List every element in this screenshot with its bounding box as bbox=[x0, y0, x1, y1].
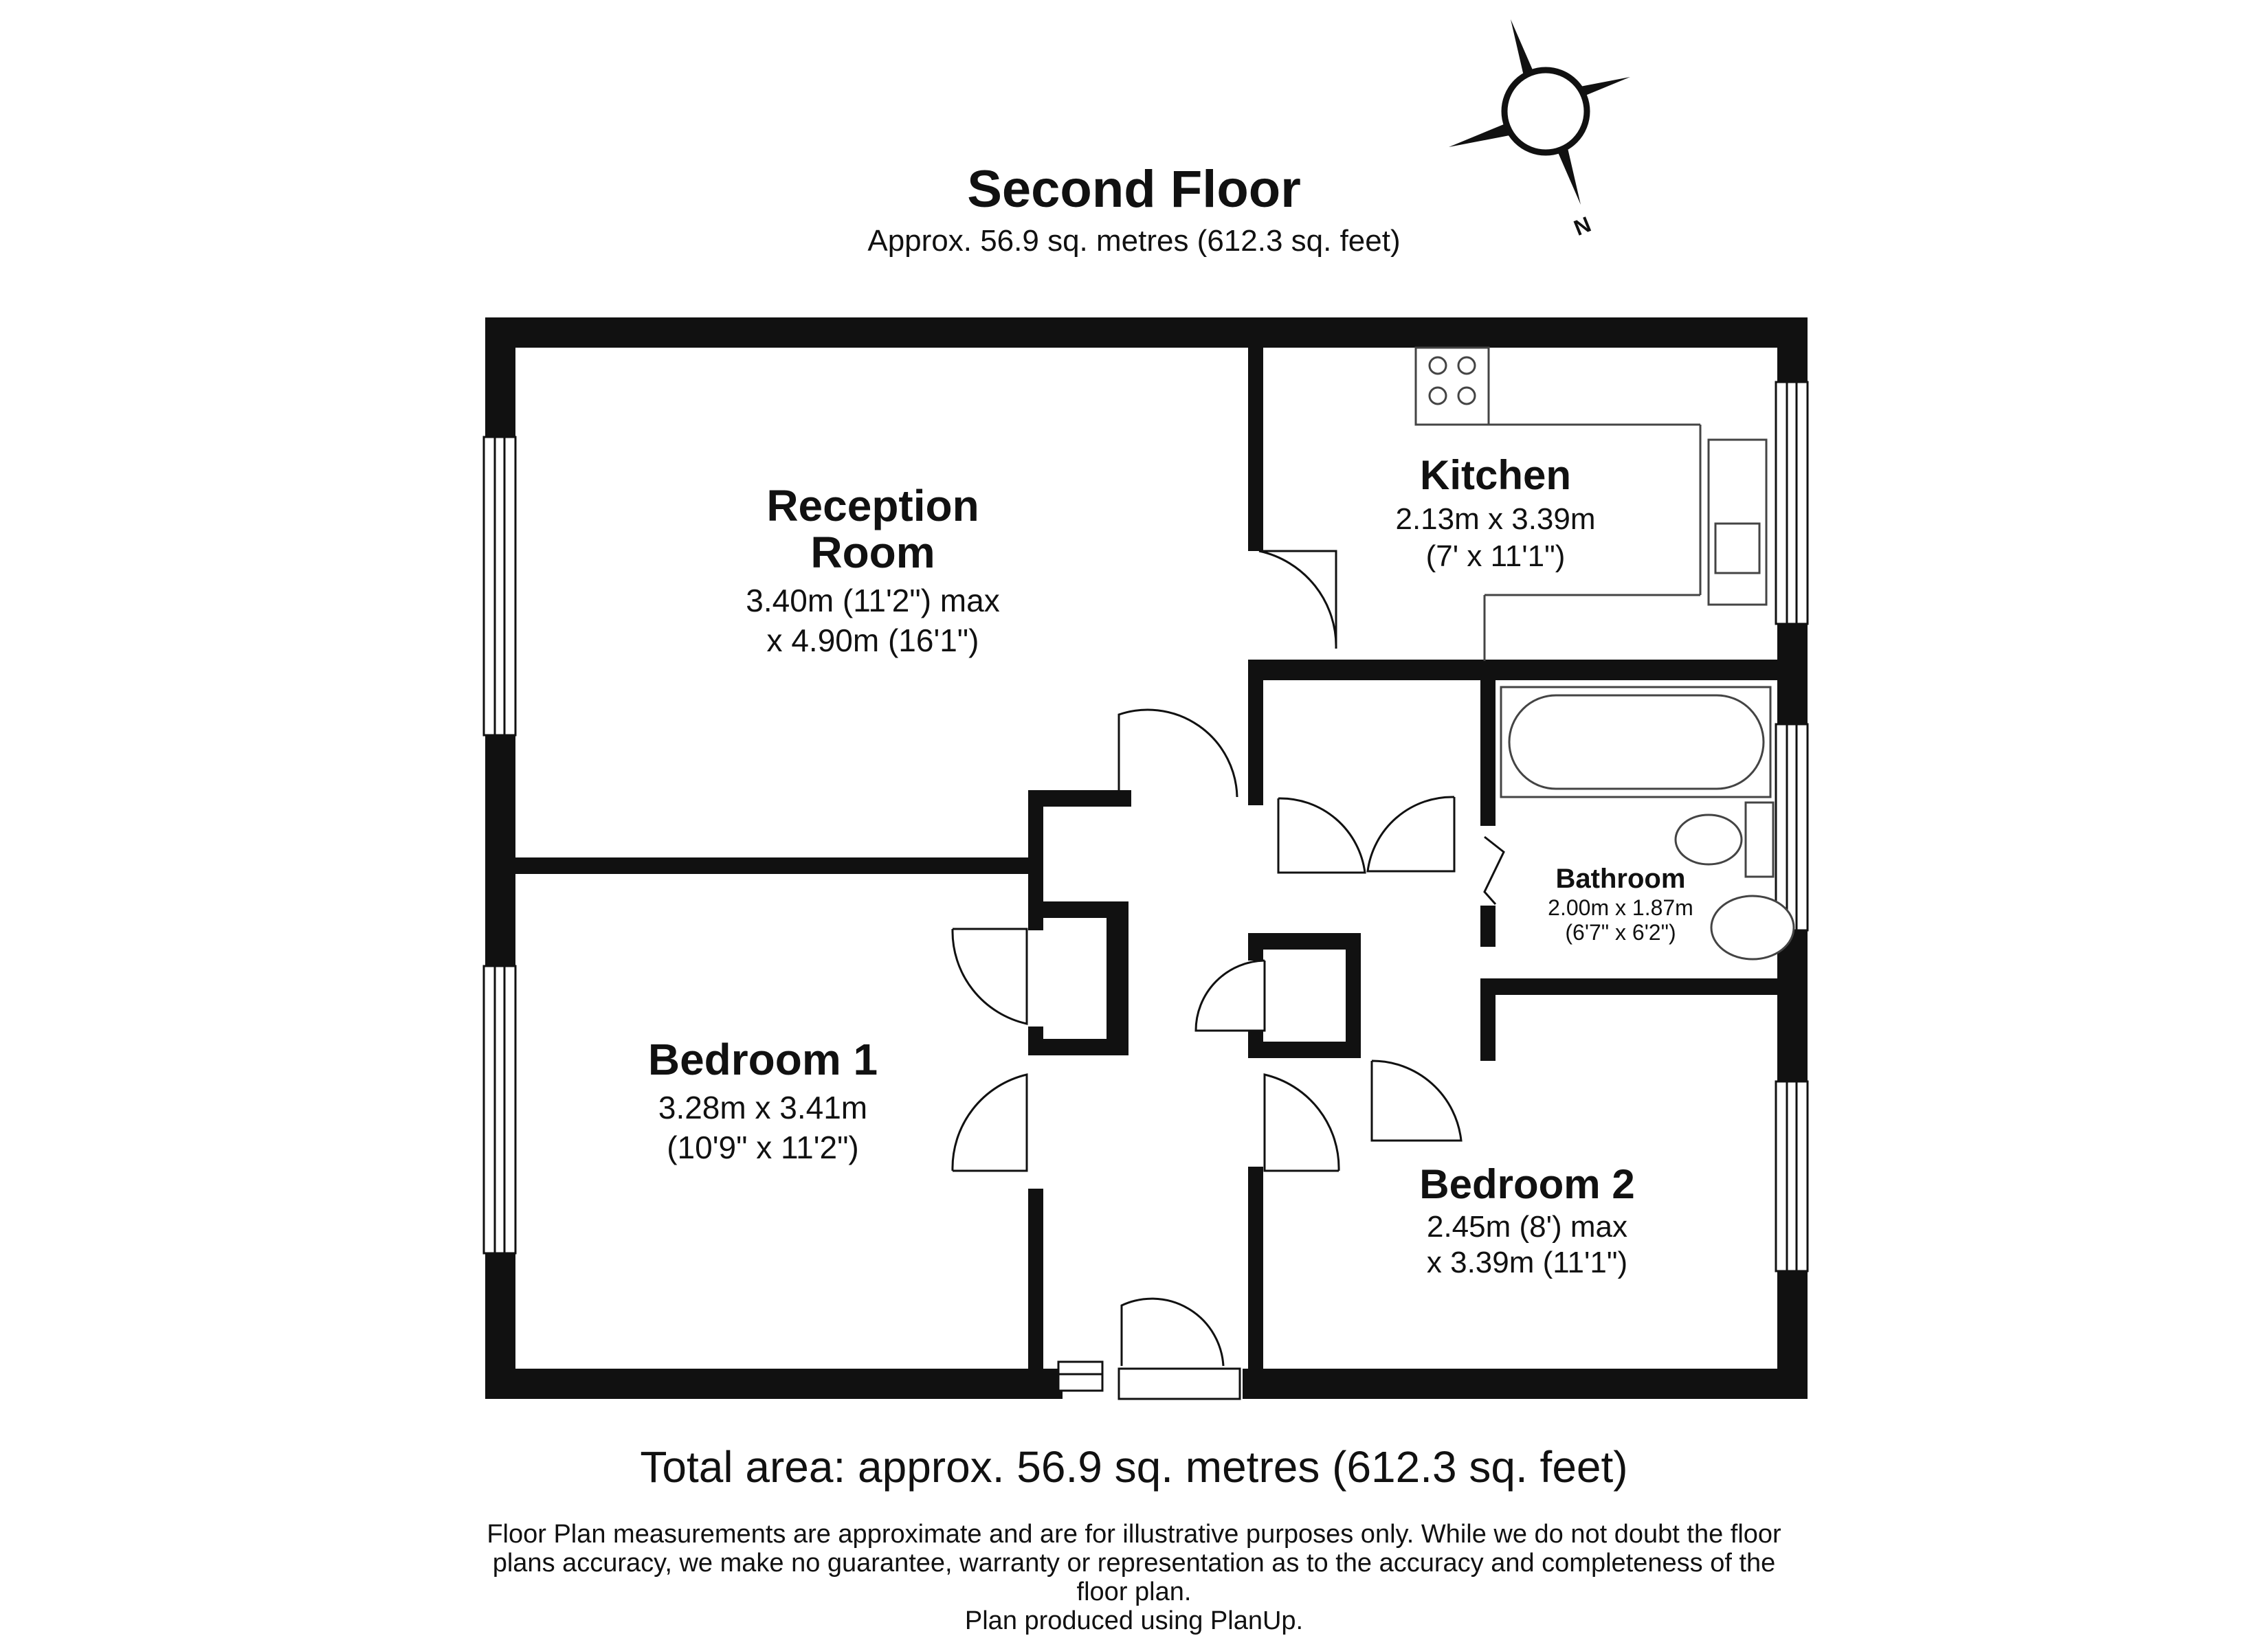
reception-dim-1: 3.40m (11'2") max bbox=[746, 583, 1000, 618]
bathroom-dim-2: (6'7" x 6'2") bbox=[1565, 920, 1676, 945]
kitchen-name: Kitchen bbox=[1419, 452, 1572, 498]
reception-name-2: Room bbox=[810, 528, 935, 577]
reception-dim-2: x 4.90m (16'1") bbox=[766, 622, 979, 658]
bedroom1-name: Bedroom 1 bbox=[647, 1035, 878, 1084]
bedroom2-name: Bedroom 2 bbox=[1419, 1161, 1635, 1207]
bedroom1-dim-2: (10'9" x 11'2") bbox=[667, 1130, 859, 1165]
compass-north-label: N bbox=[1570, 211, 1594, 240]
kitchen-dim-1: 2.13m x 3.39m bbox=[1395, 502, 1596, 536]
floor-title: Second Floor bbox=[967, 160, 1301, 218]
floor-area: Approx. 56.9 sq. metres (612.3 sq. feet) bbox=[867, 224, 1401, 258]
disclaimer-line-3: floor plan. bbox=[1076, 1578, 1192, 1606]
bedroom2-dim-1: 2.45m (8') max bbox=[1426, 1210, 1628, 1244]
reception-name-1: Reception bbox=[766, 481, 979, 530]
kitchen-dim-2: (7' x 11'1") bbox=[1425, 539, 1566, 573]
produced-by: Plan produced using PlanUp. bbox=[964, 1606, 1304, 1635]
total-area: Total area: approx. 56.9 sq. metres (612.3 sq. feet) bbox=[640, 1442, 1628, 1492]
disclaimer bbox=[0, 1520, 2268, 1635]
bedroom1-dim-1: 3.28m x 3.41m bbox=[658, 1090, 868, 1125]
bathroom-dim-1: 2.00m x 1.87m bbox=[1548, 895, 1693, 920]
bathroom-name: Bathroom bbox=[1555, 864, 1686, 894]
compass-icon bbox=[1449, 19, 1630, 205]
bedroom2-dim-2: x 3.39m (11'1") bbox=[1426, 1246, 1628, 1279]
disclaimer-line-1: Floor Plan measurements are approximate and are for illustrative purposes only. While we do not doubt the floor bbox=[487, 1520, 1781, 1549]
disclaimer-line-2: plans accuracy, we make no guarantee, warranty or representation as to the accuracy and completeness of the bbox=[492, 1549, 1776, 1578]
